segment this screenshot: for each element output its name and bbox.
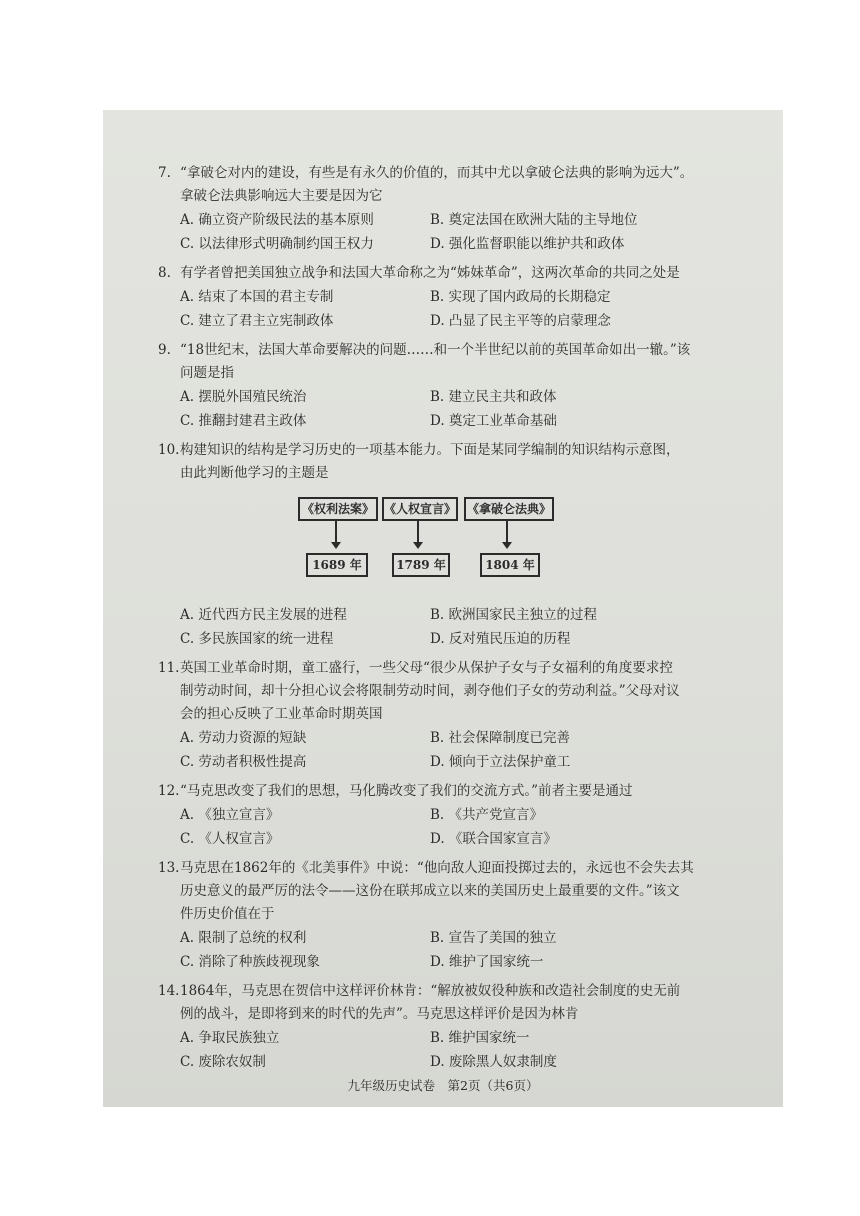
question-11: [158, 657, 738, 774]
option-c: C. 多民族国家的统一进程: [180, 631, 334, 647]
question-7: [158, 162, 738, 256]
exam-page: [103, 110, 783, 1107]
question-number: 12.: [158, 783, 180, 799]
option-c: C. 劳动者积极性提高: [180, 754, 307, 770]
question-13: [158, 857, 738, 974]
question-stem-line: 会的担心反映了工业革命时期英国: [180, 706, 383, 722]
question-number: 10.: [158, 442, 180, 458]
year-box: 1804 年: [480, 553, 540, 577]
question-number: 8.: [158, 265, 171, 281]
question-number: 9.: [158, 342, 171, 358]
question-stem-line: 问题是指: [180, 365, 234, 381]
question-number: 14.: [158, 983, 180, 999]
option-c: C. 《人权宣言》: [180, 831, 280, 847]
option-c: C. 以法律形式明确制约国王权力: [180, 236, 374, 252]
option-d: D. 《联合国家宣言》: [430, 831, 557, 847]
option-c: C. 推翻封建君主政体: [180, 413, 307, 429]
question-stem-line: “马克思改变了我们的思想，马化腾改变了我们的交流方式。”前者主要是通过: [180, 783, 633, 799]
option-c: C. 消除了种族歧视现象: [180, 954, 320, 970]
question-number: 13.: [158, 860, 180, 876]
question-stem-line: “拿破仑对内的建设，有些是有永久的价值的，而其中尤以拿破仑法典的影响为远大”。: [180, 165, 694, 181]
question-stem-line: 构建知识的结构是学习历史的一项基本能力。下面是某同学编制的知识结构示意图，: [180, 442, 680, 458]
question-stem-line: 件历史价值在于: [180, 906, 275, 922]
option-b: B. 欧洲国家民主独立的过程: [430, 607, 598, 623]
question-stem-line: 例的战斗，是即将到来的时代的先声”。马克思这样评价是因为林肯: [180, 1006, 579, 1022]
question-stem-line: 英国工业革命时期，童工盛行，一些父母“很少从保护子女与子女福利的角度要求控: [180, 660, 673, 676]
option-d: D. 废除黑人奴隶制度: [430, 1054, 557, 1070]
question-stem-line: 历史意义的最严厉的法令——这份在联邦成立以来的美国历史上最重要的文件。”该文: [180, 883, 680, 899]
document-box: 《权利法案》: [298, 497, 378, 521]
question-number: 7.: [158, 165, 171, 181]
option-a: A. 《独立宣言》: [180, 807, 280, 823]
document-box: 《人权宣言》: [382, 497, 458, 521]
option-d: D. 反对殖民压迫的历程: [430, 631, 571, 647]
page-footer: 九年级历史试卷 第2页（共6页）: [347, 1078, 539, 1093]
question-list: [158, 162, 738, 1080]
option-a: A. 结束了本国的君主专制: [180, 289, 334, 305]
question-stem-line: 拿破仑法典影响远大主要是因为它: [180, 188, 383, 204]
year-box: 1689 年: [306, 553, 368, 577]
option-d: D. 奠定工业革命基础: [430, 413, 557, 429]
option-a: A. 确立资产阶级民法的基本原则: [180, 212, 374, 228]
option-a: A. 限制了总统的权利: [180, 930, 307, 946]
question-stem-line: 由此判断他学习的主题是: [180, 465, 329, 481]
question-stem-line: 制劳动时间，却十分担心议会将限制劳动时间，剥夺他们子女的劳动利益。”父母对议: [180, 683, 680, 699]
option-d: D. 维护了国家统一: [430, 954, 544, 970]
question-9: [158, 339, 738, 433]
document-box: 《拿破仑法典》: [464, 497, 554, 521]
year-box: 1789 年: [392, 553, 450, 577]
down-arrow-icon: [417, 521, 419, 543]
option-a: A. 摆脱外国殖民统治: [180, 389, 307, 405]
option-b: B. 实现了国内政局的长期稳定: [430, 289, 611, 305]
knowledge-structure-diagram: [158, 495, 738, 595]
question-stem-line: 有学者曾把美国独立战争和法国大革命称之为“姊妹革命”，这两次革命的共同之处是: [180, 265, 680, 281]
question-stem-line: “18世纪末，法国大革命要解决的问题……和一个半世纪以前的英国革命如出一辙。”该: [180, 342, 691, 358]
option-b: B. 《共产党宣言》: [430, 807, 544, 823]
option-a: A. 近代西方民主发展的进程: [180, 607, 347, 623]
question-stem-line: 马克思在1862年的《北美事件》中说：“他向敌人迎面投掷过去的，永远也不会失去其: [180, 860, 694, 876]
question-stem-line: 1864年，马克思在贺信中这样评价林肯：“解放被奴役种族和改造社会制度的史无前: [180, 983, 681, 999]
question-8: [158, 262, 738, 333]
option-b: B. 建立民主共和政体: [430, 389, 557, 405]
option-b: B. 奠定法国在欧洲大陆的主导地位: [430, 212, 638, 228]
down-arrow-icon: [506, 521, 508, 543]
option-a: A. 争取民族独立: [180, 1030, 280, 1046]
option-c: C. 废除农奴制: [180, 1054, 266, 1070]
option-b: B. 维护国家统一: [430, 1030, 530, 1046]
option-b: B. 社会保障制度已完善: [430, 730, 571, 746]
down-arrow-icon: [335, 521, 337, 543]
question-14: [158, 980, 738, 1074]
option-b: B. 宣告了美国的独立: [430, 930, 557, 946]
question-10: [158, 439, 738, 651]
question-number: 11.: [158, 660, 180, 676]
option-d: D. 倾向于立法保护童工: [430, 754, 571, 770]
question-12: [158, 780, 738, 851]
option-d: D. 凸显了民主平等的启蒙理念: [430, 313, 611, 329]
option-a: A. 劳动力资源的短缺: [180, 730, 307, 746]
option-d: D. 强化监督职能以维护共和政体: [430, 236, 625, 252]
option-c: C. 建立了君主立宪制政体: [180, 313, 334, 329]
